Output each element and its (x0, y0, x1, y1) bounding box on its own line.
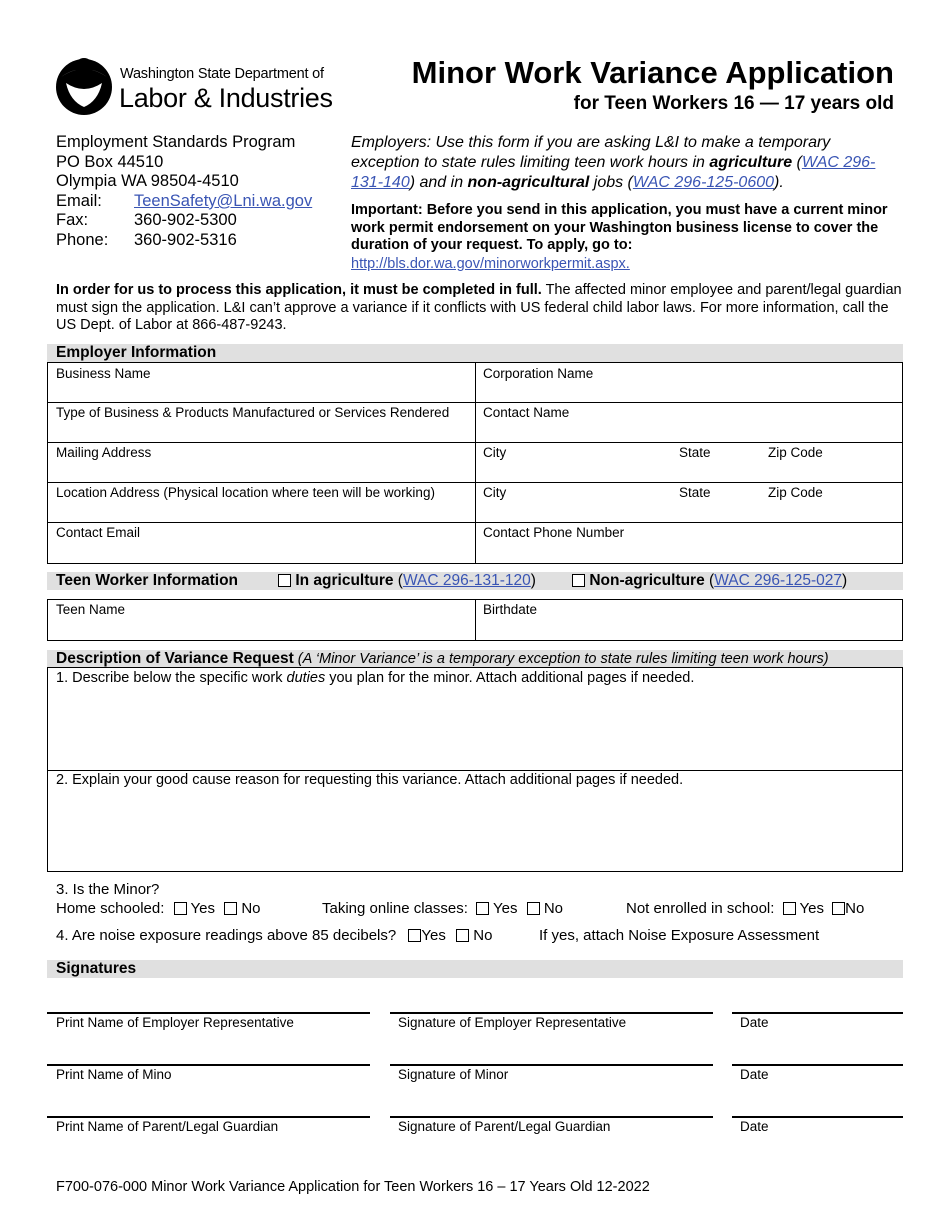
employer-print-name-label: Print Name of Employer Representative (56, 1015, 294, 1030)
q1-text-a: 1. Describe below the specific work (56, 670, 287, 686)
online-yes-checkbox[interactable] (476, 902, 489, 915)
city-line: Olympia WA 98504-4510 (56, 172, 239, 191)
address-block (56, 133, 312, 251)
process-notice (56, 282, 906, 335)
yes-label: Yes (421, 927, 446, 944)
teen-grid (47, 599, 903, 641)
q3-not-enrolled (626, 900, 864, 917)
logo-line1: Washington State Department of (120, 66, 324, 82)
email-label: Email: (56, 191, 102, 210)
ag-wac-link[interactable]: WAC 296-131-120 (402, 572, 531, 589)
online-no-checkbox[interactable] (527, 902, 540, 915)
q4-noise (56, 927, 492, 944)
no-label: No (473, 927, 493, 944)
employer-grid (47, 362, 903, 564)
program-name: Employment Standards Program (56, 133, 296, 151)
guardian-print-name-line[interactable] (47, 1116, 370, 1118)
location-zip-field[interactable]: Zip Code (768, 485, 823, 500)
minor-print-name-line[interactable] (47, 1064, 370, 1066)
logo-line2: Labor & Industries (119, 83, 333, 113)
fax-label: Fax: (56, 211, 89, 230)
phone-label: Phone: (56, 230, 109, 249)
location-address-field[interactable]: Location Address (Physical location where teen will be working) (56, 485, 435, 500)
no-label: No (543, 900, 564, 917)
q4-note: If yes, attach Noise Exposure Assessment (539, 927, 820, 944)
nonag-open: ( (704, 572, 715, 589)
no-label: No (845, 900, 865, 917)
contact-phone-field[interactable]: Contact Phone Number (483, 525, 625, 540)
noise-yes-checkbox[interactable] (408, 929, 421, 942)
ag-checkbox[interactable] (278, 574, 291, 587)
ag-open: ( (393, 572, 403, 589)
employer-date-line[interactable] (732, 1012, 903, 1014)
variance-heading-note: (A ‘Minor Variance’ is a temporary exception to state rules limiting teen work hours) (293, 651, 829, 667)
intro-text-3: jobs ( (589, 174, 633, 191)
not-enrolled-yes-checkbox[interactable] (783, 902, 796, 915)
q1-duties-word: duties (286, 670, 326, 686)
employer-date-label: Date (740, 1015, 769, 1030)
intro-non-ag: non-agricultural (467, 174, 590, 191)
minor-signature-line[interactable] (390, 1064, 713, 1066)
variance-section-header (47, 650, 903, 667)
yes-label: Yes (190, 900, 215, 917)
minor-signature-label: Signature of Minor (398, 1067, 509, 1082)
employer-signature-line[interactable] (390, 1012, 713, 1014)
not-enrolled-no-checkbox[interactable] (832, 902, 845, 915)
contact-email-field[interactable]: Contact Email (56, 525, 141, 540)
nonag-close: ) (842, 572, 848, 589)
process-rest: The affected minor employee and parent/legal guardian must sign the application. L&I can’t approve a variance if it conflicts with US federal child labor laws. For more information, call the US Dept. of Labor at 866-487-9243. (56, 282, 902, 333)
type-of-business-field[interactable]: Type of Business & Products Manufactured or Services Rendered (56, 405, 450, 420)
mailing-zip-field[interactable]: Zip Code (768, 445, 823, 460)
process-bold: In order for us to process this application, it must be completed in full. (56, 282, 542, 298)
mailing-address-field[interactable]: Mailing Address (56, 445, 152, 460)
location-city-field[interactable]: City (483, 485, 507, 500)
minor-date-line[interactable] (732, 1064, 903, 1066)
employer-intro (351, 133, 896, 193)
yes-label: Yes (799, 900, 824, 917)
corporation-name-field[interactable]: Corporation Name (483, 366, 594, 381)
home-schooled-no-checkbox[interactable] (224, 902, 237, 915)
phone-number: 360-902-5316 (134, 230, 237, 249)
q4-label: 4. Are noise exposure readings above 85 decibels? (56, 927, 397, 944)
no-label: No (241, 900, 261, 917)
home-schooled-yes-checkbox[interactable] (174, 902, 187, 915)
noise-no-checkbox[interactable] (456, 929, 469, 942)
teen-name-field[interactable]: Teen Name (56, 602, 126, 617)
intro-agriculture: agriculture (709, 154, 793, 171)
q3-online-classes (322, 900, 563, 917)
employer-signature-label: Signature of Employer Representative (398, 1015, 627, 1030)
ag-close: ) (530, 572, 536, 589)
q2-reason-field[interactable]: 2. Explain your good cause reason for requesting this variance. Attach additional pages if needed. (56, 772, 684, 788)
guardian-date-line[interactable] (732, 1116, 903, 1118)
q3-home-schooled (56, 900, 261, 917)
nonag-wac-link[interactable]: WAC 296-125-027 (714, 572, 842, 589)
wac-nonag-link[interactable]: WAC 296-125-0600 (632, 174, 775, 191)
online-label: Taking online classes: (322, 900, 468, 917)
intro-text: Employers: Use this form if you are asking L&I to make a temporary exception to state rules limiting teen work hours in (351, 134, 831, 171)
ag-label: In agriculture (295, 572, 394, 589)
intro-text-4: ). (774, 174, 784, 191)
signatures-section-header (47, 960, 903, 978)
not-enrolled-label: Not enrolled in school: (626, 900, 775, 917)
intro-paren: ( (792, 154, 802, 171)
guardian-date-label: Date (740, 1119, 769, 1134)
location-state-field[interactable]: State (679, 485, 711, 500)
ag-option (278, 572, 536, 590)
home-schooled-label: Home schooled: (56, 900, 165, 917)
teen-heading: Teen Worker Information (56, 572, 239, 589)
variance-grid (47, 667, 903, 872)
po-box: PO Box 44510 (56, 152, 164, 171)
permit-link[interactable]: http://bls.dor.wa.gov/minorworkpermit.aspx. (351, 256, 630, 272)
minor-print-name-label: Print Name of Mino (56, 1067, 172, 1082)
guardian-signature-label: Signature of Parent/Legal Guardian (398, 1119, 611, 1134)
variance-heading (56, 650, 829, 668)
nonag-label: Non-agriculture (589, 572, 705, 589)
important-notice: Important: Before you send in this application, you must have a current minor work permit endorsement on your Washington business license to cover the duration of your request. To apply, go to: (351, 202, 888, 253)
form-footer: F700-076-000 Minor Work Variance Application for Teen Workers 16 – 17 Years Old 12-2022 (56, 1179, 650, 1195)
contact-name-field[interactable]: Contact Name (483, 405, 570, 420)
business-name-field[interactable]: Business Name (56, 366, 151, 381)
variance-heading-text: Description of Variance Request (56, 650, 294, 667)
employer-section-header (47, 344, 903, 362)
nonag-option (572, 572, 847, 590)
guardian-print-name-label: Print Name of Parent/Legal Guardian (56, 1119, 279, 1134)
nonag-checkbox[interactable] (572, 574, 585, 587)
mailing-state-field[interactable]: State (679, 445, 711, 460)
birthdate-field[interactable]: Birthdate (483, 602, 538, 617)
form-title: Minor Work Variance Application (411, 55, 894, 90)
employer-print-name-line[interactable] (47, 1012, 370, 1014)
signatures-heading: Signatures (56, 960, 137, 977)
yes-label: Yes (493, 900, 518, 917)
guardian-signature-line[interactable] (390, 1116, 713, 1118)
intro-text-2: ) and in (409, 174, 468, 191)
q1-text-b: you plan for the minor. Attach additional pages if needed. (325, 670, 695, 686)
agency-logo (56, 55, 333, 117)
lni-logo-icon (56, 55, 112, 117)
q3-label: 3. Is the Minor? (56, 881, 160, 898)
q1-duties-field[interactable] (56, 670, 694, 686)
teen-section-header (47, 572, 903, 590)
form-subtitle: for Teen Workers 16 — 17 years old (573, 93, 894, 114)
wac-ag-link[interactable]: WAC 296-131-140 (351, 154, 876, 191)
fax-number: 360-902-5300 (134, 211, 237, 230)
email-link[interactable]: TeenSafety@Lni.wa.gov (134, 191, 313, 210)
mailing-city-field[interactable]: City (483, 445, 507, 460)
employer-heading: Employer Information (56, 344, 217, 361)
minor-date-label: Date (740, 1067, 769, 1082)
